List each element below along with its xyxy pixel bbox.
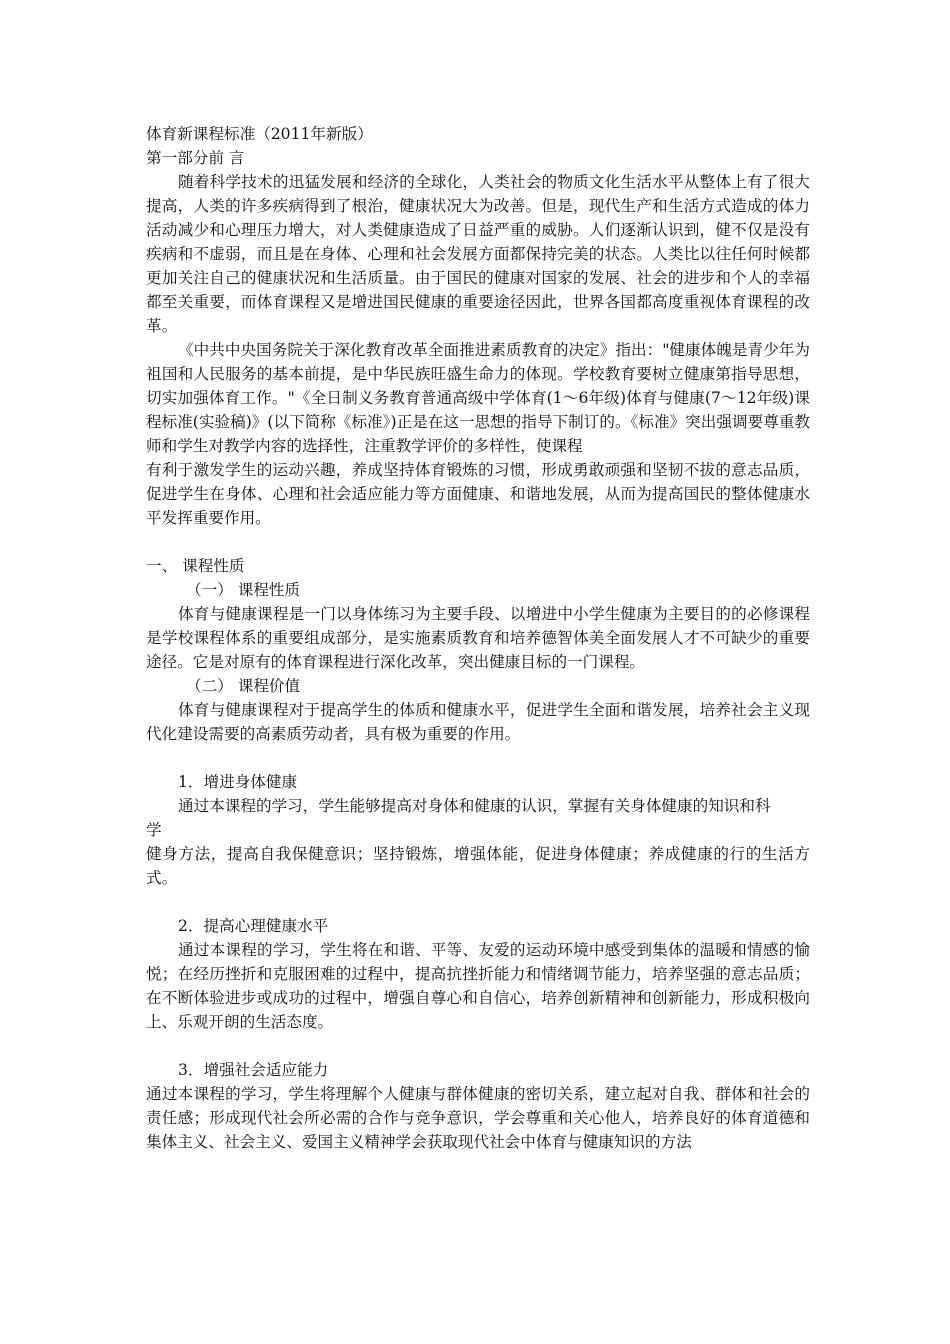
spacer	[146, 1034, 810, 1058]
document-page	[146, 122, 810, 1154]
section-heading-1: 一、 课程性质	[146, 557, 245, 575]
intro-paragraph-1: 随着科学技术的迅猛发展和经济的全球化，人类社会的物质文化生活水平从整体上有了很大提高，人类的许多疾病得到了根治，健康状况大为改善。但是，现代生产和生活方式造成的体力活动减少和心理压力增大，对人类健康造成了日益严重的威胁。人们逐渐认识到，健不仅是没有疾病和不虚弱，而且是在身体、心理和社会发展方面都保持完美的状态。人类比以往任何时候都更加关注自己的健康状况和生活质量。由于国民的健康对国家的发展、社会的进步和个人的幸福都至关重要，而体育课程又是增进国民健康的重要途径因此，世界各国都高度重视体育课程的改革。	[146, 173, 810, 335]
part-heading: 第一部分前 言	[146, 149, 245, 167]
item-body-1-rest: 健身方法，提高自我保健意识；坚持锻炼，增强体能，促进身体健康；养成健康的行的生活方式。	[146, 845, 810, 887]
item-body-3: 通过本课程的学习，学生将理解个人健康与群体健康的密切关系，建立起对自我、群体和社会的责任感；形成现代社会所必需的合作与竞争意识，学会尊重和关心他人，培养良好的体育道德和集体主义、社会主义、爱国主义精神学会获取现代社会中体育与健康知识的方法	[146, 1085, 810, 1151]
item-body-2: 通过本课程的学习，学生将在和谐、平等、友爱的运动环境中感受到集体的温暖和情感的愉悦；在经历挫折和克服困难的过程中，提高抗挫折能力和情绪调节能力，培养坚强的意志品质；在不断体验进步或成功的过程中，增强自尊心和自信心，培养创新精神和创新能力，形成积极向上、乐观开朗的生活态度。	[146, 941, 810, 1031]
item-heading-3: 3．增强社会适应能力	[178, 1061, 329, 1079]
document-title: 体育新课程标准（2011年新版）	[146, 125, 373, 143]
subsection-body-1: 体育与健康课程是一门以身体练习为主要手段、以增进中小学生健康为主要目的的必修课程是学校课程体系的重要组成部分，是实施素质教育和培养德智体美全面发展人才不可缺少的重要途径。它是对原有的体育课程进行深化改革，突出健康目标的一门课程。	[146, 605, 810, 671]
spacer	[146, 530, 810, 554]
item-heading-2: 2．提高心理健康水平	[178, 917, 329, 935]
item-heading-1: 1．增进身体健康	[178, 773, 298, 791]
item-body-1-line2: 学	[146, 821, 162, 839]
subsection-heading-2: （二） 课程价值	[186, 677, 301, 695]
subsection-heading-1: （一） 课程性质	[186, 581, 301, 599]
intro-paragraph-2a: 《中共中央国务院关于深化教育改革全面推进素质教育的决定》指出："健康体魄是青少年为祖国和人民服务的基本前提，是中华民族旺盛生命力的体现。学校教育要树立健康第指导思想，切实加强体育工作。"《全日制义务教育普通高级中学体育(1～6年级)体育与健康(7～12年级)课程标准(实验稿)》(以下简称《标准》)正是在这一思想的指导下制订的。《标准》突出强调要尊重教师和学生对教学内容的选择性，注重教学评价的多样性，使课程	[146, 341, 810, 455]
intro-paragraph-2b: 有利于激发学生的运动兴趣，养成坚持体育锻炼的习惯，形成勇敢顽强和坚韧不拔的意志品质，促进学生在身体、心理和社会适应能力等方面健康、和谐地发展，从而为提高国民的整体健康水平发挥重要作用。	[146, 461, 810, 527]
item-body-1-line1: 通过本课程的学习，学生能够提高对身体和健康的认识，掌握有关身体健康的知识和科	[178, 797, 771, 815]
spacer	[146, 746, 810, 770]
spacer	[146, 890, 810, 914]
subsection-body-2: 体育与健康课程对于提高学生的体质和健康水平，促进学生全面和谐发展，培养社会主义现代化建设需要的高素质劳动者，具有极为重要的作用。	[146, 701, 810, 743]
